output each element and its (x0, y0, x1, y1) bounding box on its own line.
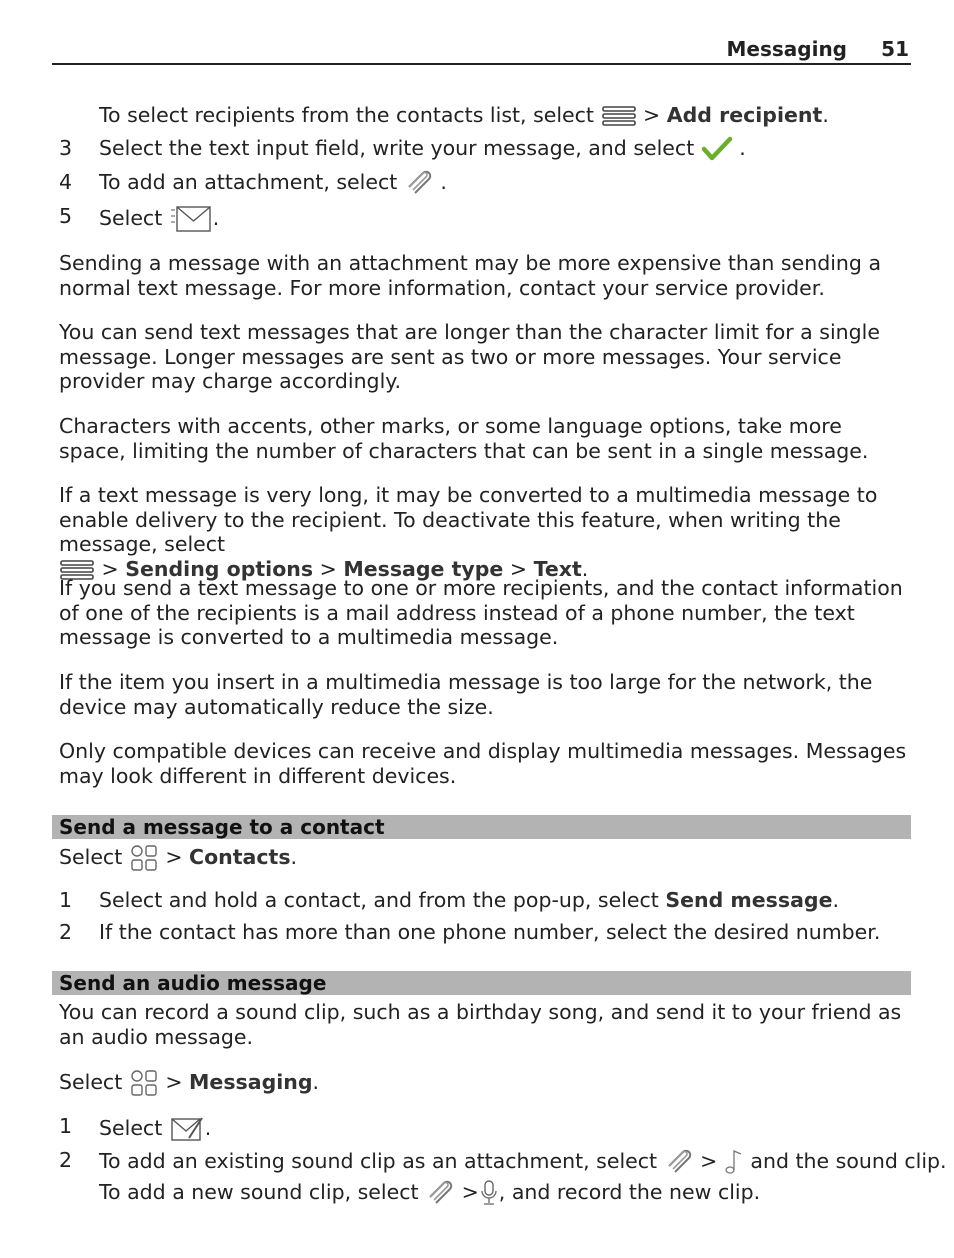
paperclip-icon (425, 1180, 455, 1206)
microphone-icon (479, 1179, 499, 1207)
paperclip-icon (404, 170, 434, 196)
step-number: 2 (59, 1148, 73, 1172)
paragraph-compatibility: Only compatible devices can receive and display multimedia messages. Messages may look different in different devices. (59, 739, 907, 788)
checkmark-icon (701, 136, 733, 162)
step-number: 1 (59, 1114, 73, 1138)
paragraph-attachment-cost: Sending a message with an attachment may be more expensive than sending a normal text message. For more information, contact your service provider. (59, 251, 882, 300)
page-header (52, 34, 911, 65)
menu-icon (601, 104, 637, 128)
step-3: Select the text input field, write your message, and select . (99, 136, 746, 160)
text-item: Text (533, 556, 582, 581)
contact-step-2: If the contact has more than one phone number, select the desired number. (99, 920, 881, 944)
send-message-option: Send message (665, 888, 833, 912)
section-heading-contact: Send a message to a contact (52, 815, 911, 839)
audio-intro: You can record a sound clip, such as a birthday song, and send it to your friend as an audio message. (59, 1000, 902, 1049)
contact-step-1: Select and hold a contact, and from the pop-up, select Send message. (99, 888, 840, 912)
step-number: 5 (59, 204, 73, 228)
paragraph-accents: Characters with accents, other marks, or some language options, take more space, limiting the number of characters that can be sent in a single message. (59, 414, 869, 463)
new-message-icon (169, 1114, 205, 1144)
page-number: 51 (881, 37, 909, 61)
music-note-icon (724, 1148, 744, 1176)
add-recipient-option: Add recipient (666, 103, 823, 127)
step-number: 2 (59, 920, 73, 944)
audio-step-2: To add an existing sound clip as an attachment, select > and the sound clip. (99, 1148, 947, 1176)
message-type-item: Message type (343, 556, 504, 581)
step-5: Select . (99, 204, 219, 234)
contacts-app-label: Contacts (189, 845, 291, 869)
messaging-app-label: Messaging (189, 1070, 313, 1094)
recipients-instruction: To select recipients from the contacts list, select > Add recipient. (99, 103, 829, 127)
audio-select-instruction: Select > Messaging. (59, 1069, 319, 1097)
send-envelope-icon (169, 204, 213, 234)
paragraph-mail-address: If you send a text message to one or more recipients, and the contact information of one of the recipients is a mail address instead of a phone number, the text message is converted to a multimedia message. (59, 576, 903, 650)
step-number: 1 (59, 888, 73, 912)
chapter-title: Messaging (726, 37, 847, 61)
sending-options-item: Sending options (125, 556, 314, 581)
section-heading-audio: Send an audio message (52, 971, 911, 995)
paragraph-convert-multimedia: If a text message is very long, it may be converted to a multimedia message to enable delivery to the recipient. To deactivate this feature, when writing the message, select > Sending options > Message type > Text. (59, 483, 878, 581)
audio-step-1: Select . (99, 1114, 211, 1144)
apps-grid-icon (129, 1069, 159, 1097)
contact-select-instruction: Select > Contacts. (59, 844, 297, 872)
step-4: To add an attachment, select . (99, 170, 447, 194)
paragraph-long-messages: You can send text messages that are longer than the character limit for a single message. Longer messages are sent as two or more messages. Your service provider may charge accordingly. (59, 320, 880, 394)
paragraph-item-size: If the item you insert in a multimedia message is too large for the network, the device may automatically reduce the size. (59, 670, 873, 719)
paperclip-icon (664, 1149, 694, 1175)
step-number: 3 (59, 136, 73, 160)
apps-grid-icon (129, 844, 159, 872)
audio-step-2-new-clip: To add a new sound clip, select > , and record the new clip. (99, 1179, 760, 1207)
step-number: 4 (59, 170, 73, 194)
